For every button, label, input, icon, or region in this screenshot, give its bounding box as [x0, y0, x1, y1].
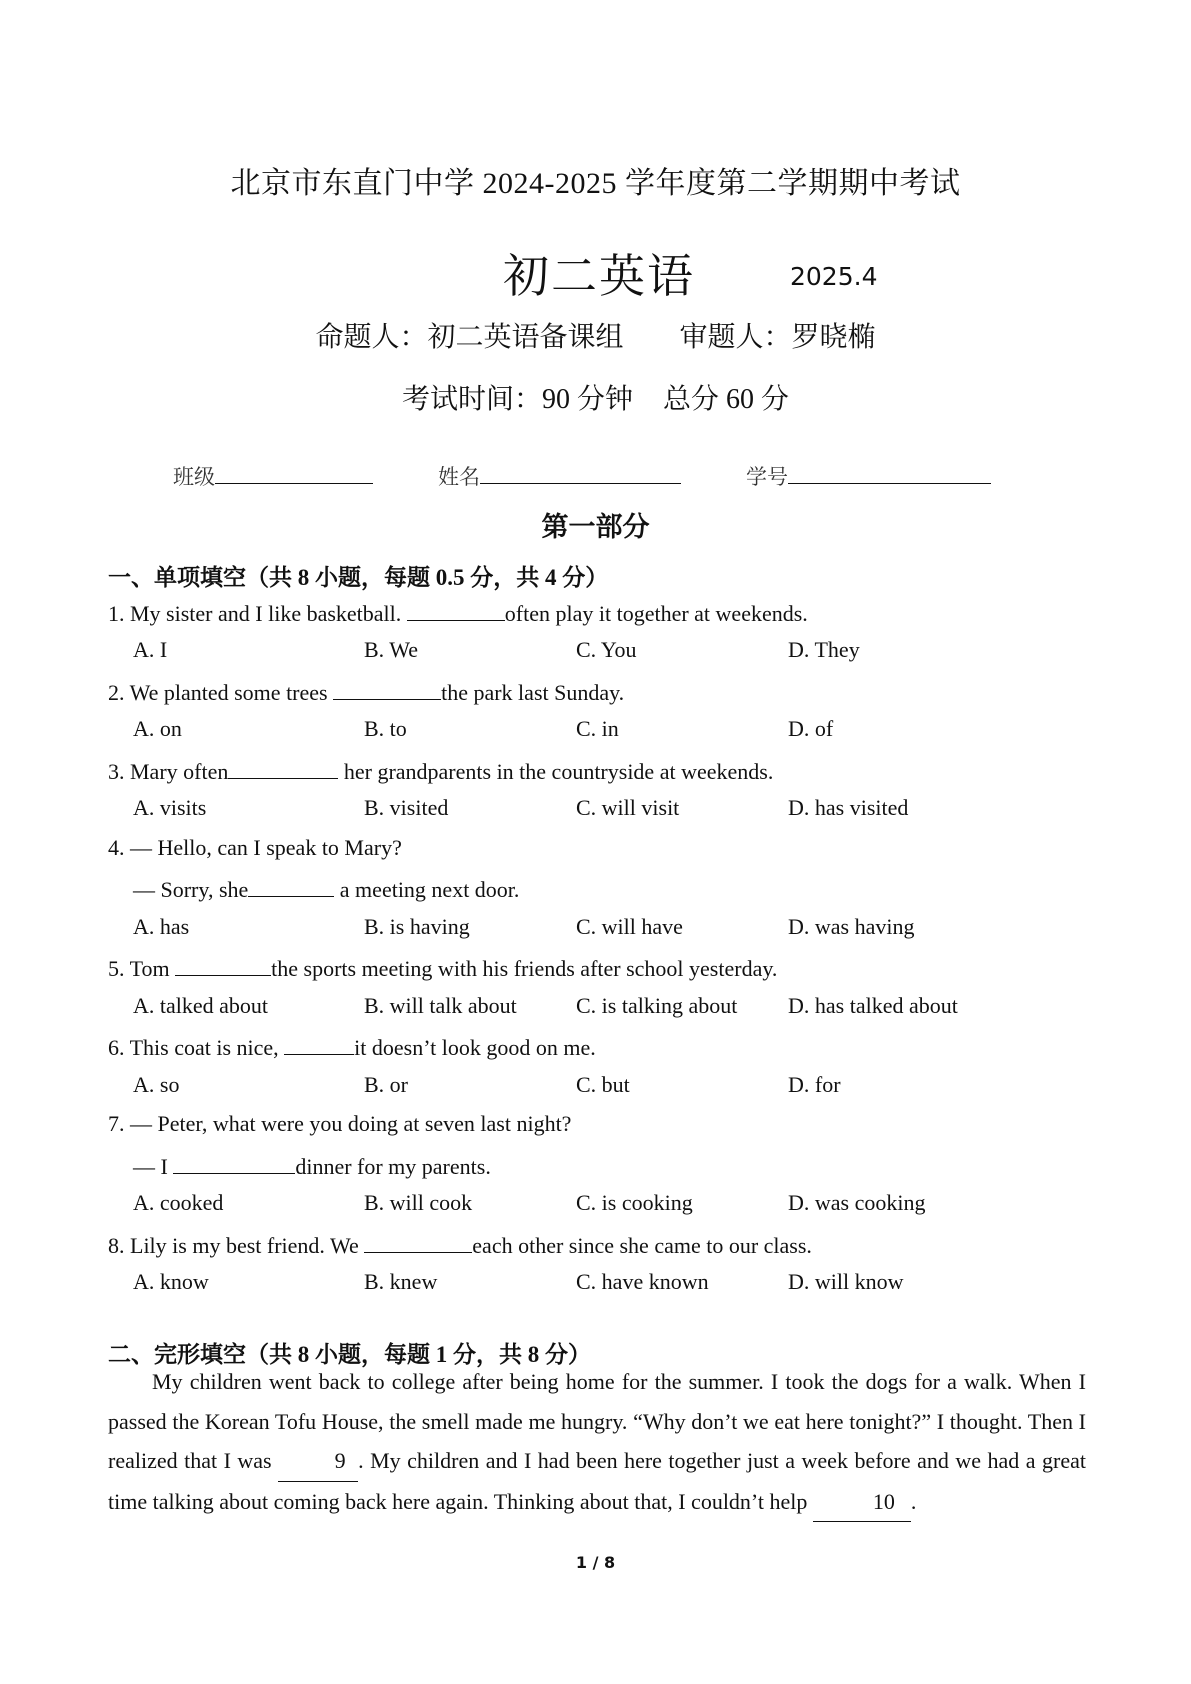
total-score: 总分 60 分 [663, 384, 790, 415]
answer-blank[interactable] [407, 598, 505, 621]
name-field[interactable] [480, 483, 681, 484]
option[interactable]: D. will know [788, 1269, 904, 1294]
subject-title: 初二英语 [503, 251, 695, 302]
option[interactable]: A. has [133, 914, 190, 939]
option[interactable]: C. will have [576, 914, 683, 939]
exam-date: 2025.4 [790, 262, 878, 291]
exam-time: 考试时间：90 分钟 [401, 384, 633, 415]
section1-title: 一、单项填空（共 8 小题，每题 0.5 分，共 4 分） [108, 565, 609, 590]
name-label: 姓名 [438, 465, 480, 489]
class-field[interactable] [215, 483, 373, 484]
option[interactable]: C. You [576, 637, 637, 662]
question-8: 8. Lily is my best friend. We each other since she came to our class. [108, 1230, 812, 1259]
answer-blank[interactable] [175, 953, 271, 976]
question-4: 4. — Hello, can I speak to Mary? [108, 835, 402, 860]
option[interactable]: A. visits [133, 795, 207, 820]
option[interactable]: D. for [788, 1072, 841, 1097]
answer-blank[interactable] [248, 874, 334, 897]
school-exam-title: 北京市东直门中学 2024-2025 学年度第二学期期中考试 [230, 167, 961, 200]
option[interactable]: B. knew [364, 1269, 438, 1294]
question-3: 3. Mary often her grandparents in the countryside at weekends. [108, 756, 773, 785]
option[interactable]: A. cooked [133, 1190, 224, 1215]
option[interactable]: A. talked about [133, 993, 269, 1018]
question-7-reply: — I dinner for my parents. [133, 1151, 491, 1180]
option[interactable]: B. is having [364, 914, 470, 939]
option[interactable]: C. have known [576, 1269, 709, 1294]
answer-blank[interactable] [333, 677, 441, 700]
setter: 命题人：初二英语备课组 [315, 322, 624, 353]
answer-blank[interactable] [364, 1230, 472, 1253]
option[interactable]: A. on [133, 716, 182, 741]
option[interactable]: D. They [788, 637, 860, 662]
answer-blank[interactable] [173, 1151, 295, 1174]
question-1: 1. My sister and I like basketball. often play it together at weekends. [108, 598, 808, 627]
option[interactable]: B. will talk about [364, 993, 517, 1018]
option[interactable]: B. or [364, 1072, 408, 1097]
question-7: 7. — Peter, what were you doing at seven last night? [108, 1111, 572, 1136]
reviewer: 审题人：罗晓椭 [679, 322, 876, 353]
option[interactable]: B. to [364, 716, 407, 741]
answer-blank[interactable] [228, 756, 338, 779]
option[interactable]: B. will cook [364, 1190, 473, 1215]
option[interactable]: D. was cooking [788, 1190, 926, 1215]
cloze-passage: My children went back to college after being home for the summer. I took the dogs for a walk. When I passed the Korean Tofu House, the smell made me hungry. “Why don’t we eat here tonight?” I thought. Then I realized that I was 9 . My children and I had been here together just a week before and we had a great time talking about coming back here again. Thinking about that, I couldn’t help 10 . [108, 1362, 1086, 1522]
option[interactable]: C. will visit [576, 795, 680, 820]
question-5: 5. Tom the sports meeting with his friends after school yesterday. [108, 953, 777, 982]
option[interactable]: C. is cooking [576, 1190, 693, 1215]
student-id-field[interactable] [788, 483, 991, 484]
cloze-blank-9[interactable]: 9 [278, 1441, 358, 1482]
option[interactable]: D. has visited [788, 795, 909, 820]
option[interactable]: C. in [576, 716, 619, 741]
option[interactable]: A. so [133, 1072, 180, 1097]
student-id-label: 学号 [746, 465, 788, 489]
option[interactable]: C. is talking about [576, 993, 738, 1018]
option[interactable]: A. I [133, 637, 168, 662]
answer-blank[interactable] [284, 1032, 354, 1055]
option[interactable]: B. visited [364, 795, 449, 820]
question-6: 6. This coat is nice, it doesn’t look good on me. [108, 1032, 596, 1061]
option[interactable]: D. was having [788, 914, 915, 939]
class-label: 班级 [173, 465, 215, 489]
cloze-blank-10[interactable]: 10 [813, 1482, 911, 1523]
exam-setters [0, 315, 1191, 355]
question-4-reply: — Sorry, she a meeting next door. [133, 874, 519, 903]
exam-info [0, 377, 1191, 417]
option[interactable]: C. but [576, 1072, 630, 1097]
option[interactable]: A. know [133, 1269, 209, 1294]
section2-title: 二、完形填空（共 8 小题，每题 1 分，共 8 分） [108, 1342, 591, 1367]
option[interactable]: D. of [788, 716, 834, 741]
page-number: 1 / 8 [575, 1553, 616, 1572]
option[interactable]: B. We [364, 637, 419, 662]
part-title: 第一部分 [541, 512, 650, 542]
question-2: 2. We planted some trees the park last Sunday. [108, 677, 624, 706]
option[interactable]: D. has talked about [788, 993, 958, 1018]
